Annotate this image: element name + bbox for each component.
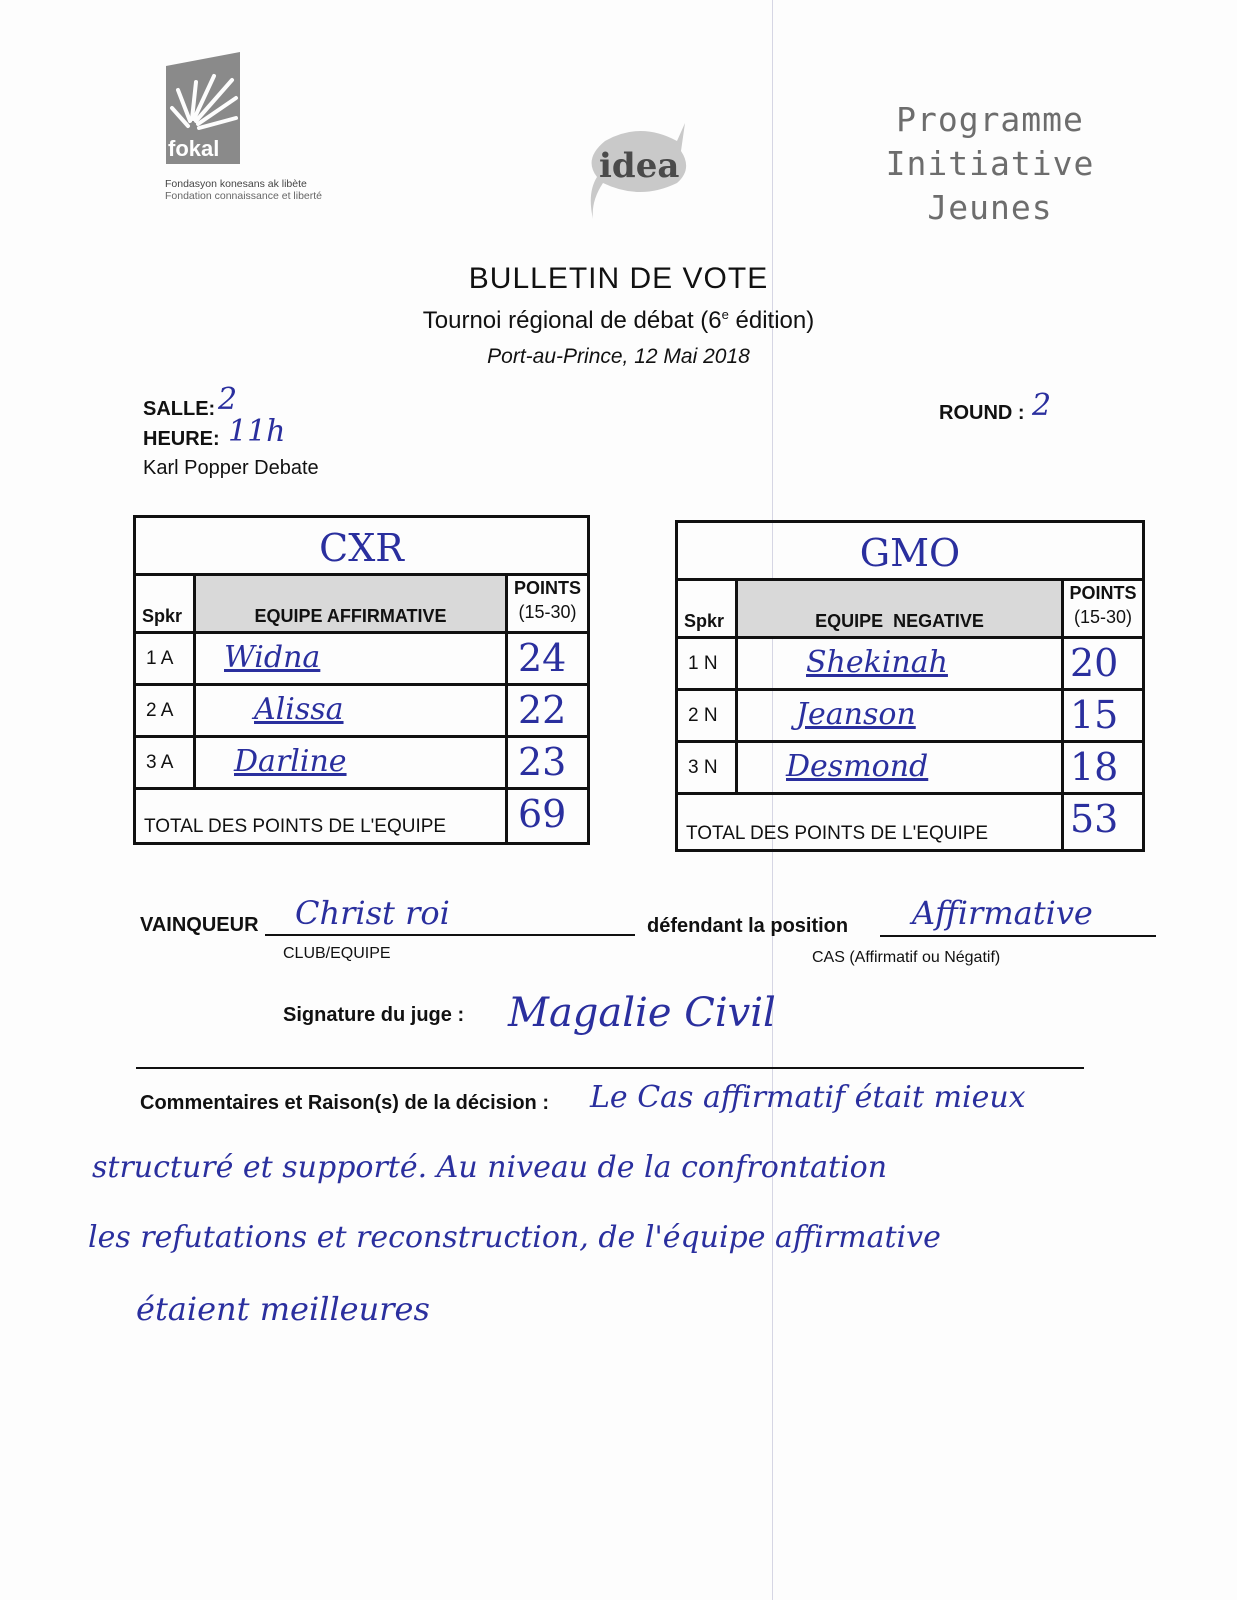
fokal-name: fokal <box>168 136 220 161</box>
affirmative-col-spkr-label: Spkr <box>142 606 183 626</box>
fokal-wordmark <box>166 136 240 164</box>
fokal-tagline-french: Fondation connaissance et liberté <box>165 190 323 202</box>
comment-line-2: structuré et supporté. Au niveau de la confrontation <box>92 1150 888 1185</box>
affirmative-col-range-label: (15-30) <box>518 602 577 622</box>
cas-label: CAS (Affirmatif ou Négatif) <box>812 949 1001 966</box>
negative-speaker-row-1 <box>678 636 1142 688</box>
negative-col-points <box>1061 581 1142 636</box>
affirmative-score-table <box>133 515 590 845</box>
negative-speaker-points: 20 <box>1070 641 1119 685</box>
judge-signature: Magalie Civil <box>508 990 776 1036</box>
affirmative-speaker-points: 22 <box>518 688 567 732</box>
position-line <box>880 935 1156 937</box>
affirmative-speaker-row-3 <box>136 735 587 787</box>
winner-line <box>265 934 635 936</box>
fokal-tagline-creole: Fondasyon konesans ak libète <box>165 178 307 190</box>
affirmative-speaker-name: Widna <box>224 640 321 675</box>
programme-line1: Programme <box>896 100 1084 139</box>
club-label: CLUB/EQUIPE <box>283 945 391 962</box>
affirmative-team-name: CXR <box>319 526 404 570</box>
comment-line-3: les refutations et reconstruction, de l'équipe affirmative <box>88 1220 941 1255</box>
round-value: 2 <box>1032 388 1052 423</box>
programme-line2: Initiative <box>885 144 1095 183</box>
affirmative-col-team <box>193 576 505 631</box>
affirmative-speaker-name: Alissa <box>254 692 344 727</box>
heure-label: HEURE: <box>143 428 220 450</box>
debate-format: Karl Popper Debate <box>143 457 319 479</box>
affirmative-total-label: TOTAL DES POINTS DE L'EQUIPE <box>144 816 447 837</box>
affirmative-col-points <box>505 576 587 631</box>
affirmative-speaker-id: 3 A <box>146 752 174 773</box>
round-label: ROUND : <box>939 402 1025 424</box>
fokal-tagline <box>165 178 322 202</box>
affirmative-speaker-id: 1 A <box>146 648 174 669</box>
position-label: défendant la position <box>647 915 849 937</box>
subtitle-text: Tournoi régional de débat (6 <box>422 307 722 334</box>
comment-line-1: Le Cas affirmatif était mieux <box>590 1080 1026 1115</box>
negative-speaker-id: 2 N <box>688 705 718 726</box>
negative-col-team-label: EQUIPE NEGATIVE <box>815 611 984 631</box>
affirmative-total-value: 69 <box>518 792 567 836</box>
affirmative-speaker-points: 24 <box>518 636 567 680</box>
document-title: BULLETIN DE VOTE <box>468 262 769 295</box>
signature-separator <box>136 1067 1084 1069</box>
comments-label: Commentaires et Raison(s) de la décision : <box>140 1092 549 1114</box>
negative-header-row <box>678 578 1142 636</box>
document-subtitle <box>0 307 1237 335</box>
negative-speaker-id: 3 N <box>688 757 718 778</box>
place-date: Port-au-Prince, 12 Mai 2018 <box>487 345 750 368</box>
comment-line-4: étaient meilleures <box>136 1290 430 1328</box>
negative-speaker-name: Desmond <box>786 749 929 784</box>
negative-speaker-points: 18 <box>1070 745 1119 789</box>
negative-col-team <box>735 581 1061 636</box>
affirmative-speaker-row-1 <box>136 631 587 683</box>
salle-value: 2 <box>218 382 238 417</box>
negative-speaker-name: Jeanson <box>796 697 916 732</box>
winner-value: Christ roi <box>295 894 450 932</box>
winner-label: VAINQUEUR <box>140 914 259 936</box>
affirmative-total-row <box>136 787 587 842</box>
affirmative-speaker-row-2 <box>136 683 587 735</box>
programme-initiative-jeunes-logo <box>880 98 1100 230</box>
position-value: Affirmative <box>912 894 1093 932</box>
negative-speaker-points: 15 <box>1070 693 1119 737</box>
programme-line3: Jeunes <box>927 188 1053 227</box>
affirmative-col-spkr <box>136 576 193 631</box>
negative-speaker-row-3 <box>678 740 1142 792</box>
salle-label: SALLE: <box>143 398 216 420</box>
negative-speaker-id: 1 N <box>688 653 718 674</box>
negative-score-table <box>675 520 1145 852</box>
affirmative-speaker-id: 2 A <box>146 700 174 721</box>
affirmative-col-points-label: POINTS <box>513 578 581 598</box>
negative-speaker-name: Shekinah <box>806 645 948 680</box>
affirmative-col-team-label: EQUIPE AFFIRMATIVE <box>254 606 447 626</box>
affirmative-header-row <box>136 573 587 631</box>
signature-label: Signature du juge : <box>283 1004 465 1026</box>
negative-team-name: GMO <box>859 531 961 575</box>
negative-total-value: 53 <box>1070 797 1119 841</box>
negative-col-points-label: POINTS <box>1069 583 1137 603</box>
negative-col-spkr-label: Spkr <box>684 611 725 631</box>
negative-col-spkr <box>678 581 735 636</box>
affirmative-speaker-points: 23 <box>518 740 567 784</box>
negative-total-label: TOTAL DES POINTS DE L'EQUIPE <box>686 823 989 844</box>
negative-total-row <box>678 792 1142 849</box>
affirmative-speaker-name: Darline <box>234 744 347 779</box>
negative-speaker-row-2 <box>678 688 1142 740</box>
idea-logo-text: idea <box>599 146 680 186</box>
subtitle-superscript: e <box>721 307 729 322</box>
negative-col-range-label: (15-30) <box>1073 607 1133 627</box>
heure-value: 11h <box>228 414 286 449</box>
subtitle-edition: édition) <box>728 307 815 334</box>
